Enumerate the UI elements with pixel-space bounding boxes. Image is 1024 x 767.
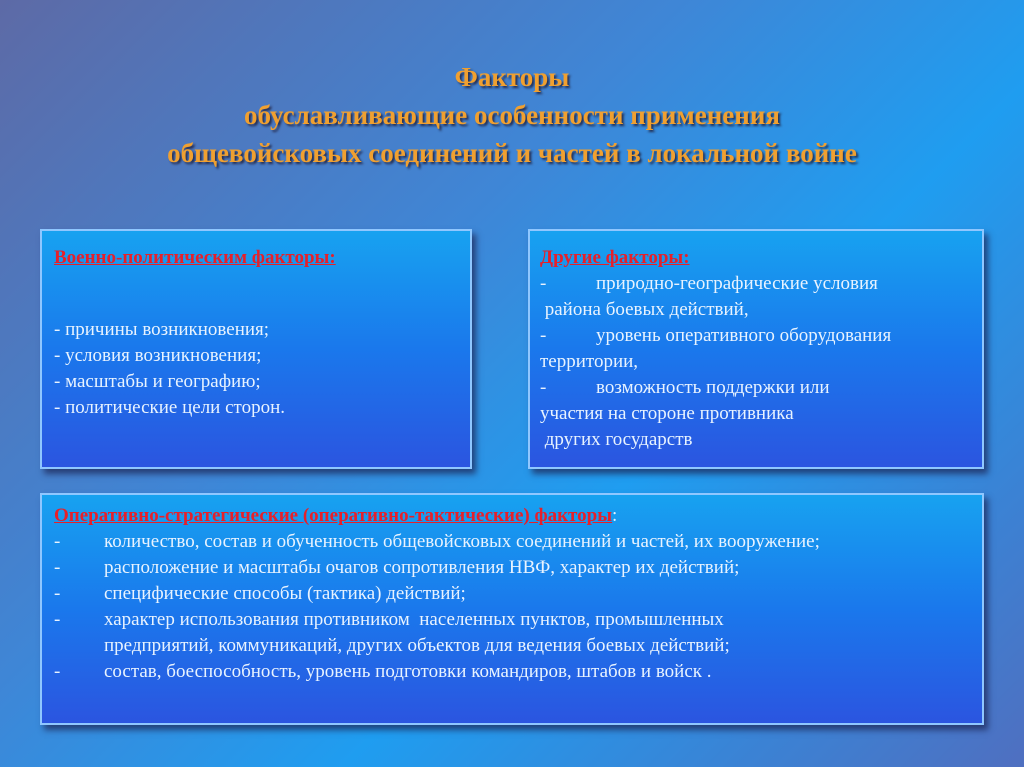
list-item: - состав, боеспособность, уровень подготовки командиров, штабов и войск . — [54, 661, 712, 682]
title-line-3: общевойсковых соединений и частей в локальной войне — [167, 138, 857, 168]
list-item: предприятий, коммуникаций, других объектов для ведения боевых действий; — [104, 635, 730, 656]
operational-strategic-factors-box — [40, 493, 984, 725]
list-item: - условия возникновения; — [54, 345, 262, 366]
list-item: - расположение и масштабы очагов сопротивления НВФ, характер их действий; — [54, 557, 740, 578]
list-item: - природно-географические условия — [540, 273, 878, 294]
list-item: - политические цели сторон. — [54, 397, 285, 418]
list-item: - причины возникновения; — [54, 319, 270, 340]
other-factors-box — [528, 229, 984, 469]
list-item: - специфические способы (тактика) действий; — [54, 583, 466, 604]
list-item: - уровень оперативного оборудования — [540, 325, 892, 346]
list-item: - возможность поддержки или — [540, 377, 830, 398]
operational-strategic-heading: Оперативно-стратегические (оперативно-тактические) факторы — [54, 505, 613, 526]
list-item: территории, — [540, 351, 639, 372]
heading-colon: : — [612, 505, 618, 526]
slide-title — [0, 58, 1024, 172]
list-item: - характер использования противником населенных пунктов, промышленных — [54, 609, 724, 630]
list-item: участия на стороне противника — [540, 403, 794, 424]
military-political-factors-box — [40, 229, 472, 469]
list-item: района боевых действий, — [540, 299, 749, 320]
list-item: других государств — [540, 429, 693, 450]
other-factors-heading: Другие факторы: — [540, 247, 690, 268]
list-item: - количество, состав и обученность общевойсковых соединений и частей, их вооружение; — [54, 531, 820, 552]
list-item: - масштабы и географию; — [54, 371, 261, 392]
military-political-heading: Военно-политическим факторы: — [54, 247, 336, 268]
title-line-1: Факторы — [454, 62, 570, 92]
title-line-2: обуславливающие особенности применения — [243, 100, 781, 130]
